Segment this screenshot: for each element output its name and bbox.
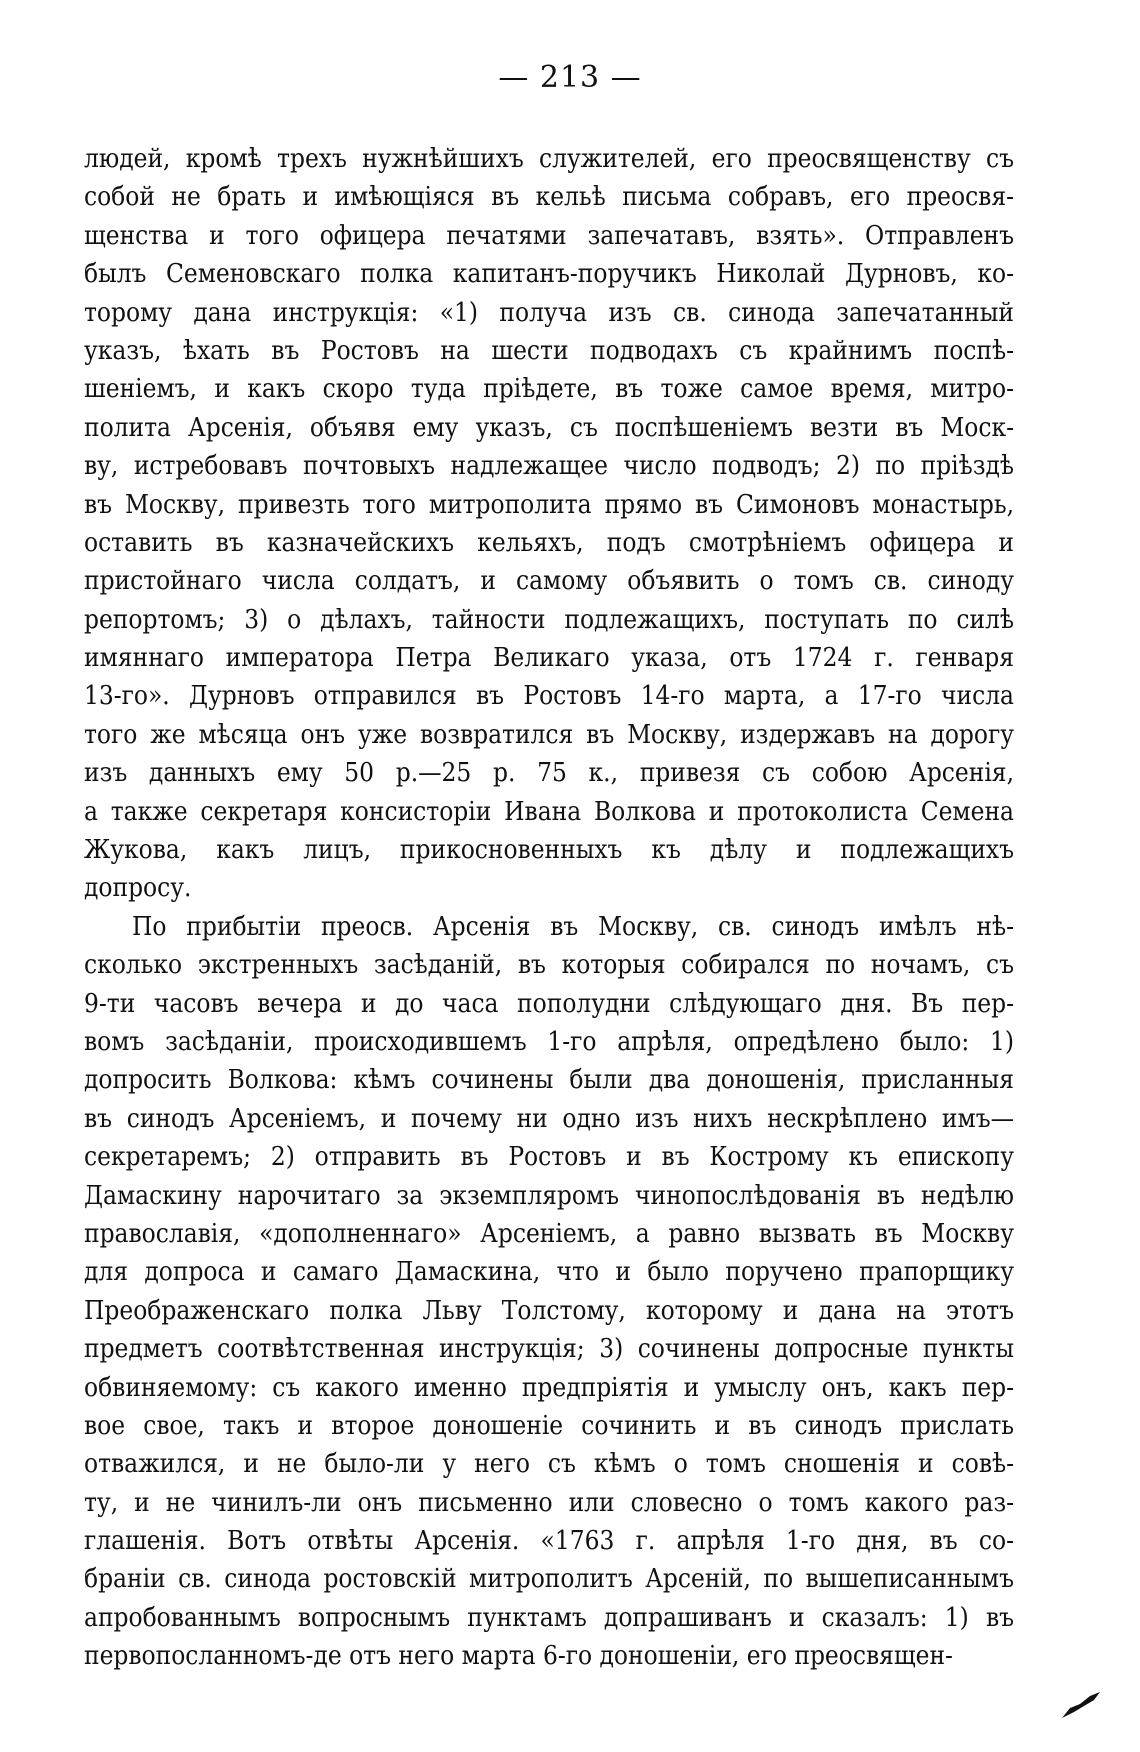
text-line: браніи св. синода ростовскій митрополитъ Арсеній, по вышеписаннымъ [84, 1564, 1014, 1595]
text-line: указъ, ѣхать въ Ростовъ на шести подводахъ съ крайнимъ поспѣ- [84, 335, 1014, 366]
text-line: полита Арсенія, объявя ему указъ, съ поспѣшеніемъ везти въ Моск- [84, 412, 1014, 443]
text-line: того же мѣсяца онъ уже возвратился въ Москву, издержавъ на дорогу [84, 719, 1014, 750]
text-line: ту, и не чинилъ-ли онъ письменно или словесно о томъ какого раз- [84, 1487, 1014, 1518]
text-line: шеніемъ, и какъ скоро туда пріѣдете, въ тоже самое время, митро- [84, 374, 1014, 405]
text-line: допросу. [84, 873, 192, 904]
text-line: репортомъ; 3) о дѣлахъ, тайности подлежащихъ, поступать по силѣ [84, 604, 1014, 635]
text-line: православія, «дополненнаго» Арсеніемъ, а равно вызвать въ Москву [84, 1218, 1014, 1249]
text-line: предметъ соотвѣтственная инструкція; 3) сочинены допросные пункты [84, 1334, 1014, 1365]
text-line: оставить въ казначейскихъ кельяхъ, подъ смотрѣніемъ офицера и [84, 527, 1014, 558]
text-line: для допроса и самаго Дамаскина, что и было поручено прапорщику [84, 1257, 1014, 1288]
text-line: отважился, и не было-ли у него съ кѣмъ о томъ сношенія и совѣ- [84, 1449, 1014, 1480]
text-line: Преображенскаго полка Льву Толстому, которому и дана на этотъ [84, 1295, 1014, 1326]
text-line: вомъ засѣданіи, происходившемъ 1-го апрѣля, опредѣлено было: 1) [84, 1026, 1014, 1057]
text-line: апробованнымъ вопроснымъ пунктамъ допрашиванъ и сказалъ: 1) въ [84, 1602, 1014, 1633]
text-line: имяннаго императора Петра Великаго указа, отъ 1724 г. генваря [84, 643, 1014, 674]
text-line: торому дана инструкція: «1) получа изъ св. синода запечатанный [84, 297, 1014, 328]
page-number: — 213 — [498, 60, 642, 95]
text-line: глашенія. Вотъ отвѣты Арсенія. «1763 г. апрѣля 1-го дня, въ со- [84, 1526, 1014, 1557]
text-line: былъ Семеновскаго полка капитанъ-поручикъ Николай Дурновъ, ко- [84, 259, 1014, 290]
text-line: щенства и того офицера печатями запечатавъ, взять». Отправленъ [84, 220, 1014, 251]
text-line: а также секретаря консисторіи Ивана Волкова и протоколиста Семена [84, 796, 1014, 827]
text-line: 9-ти часовъ вечера и до часа пополудни слѣдующаго дня. Въ пер- [84, 988, 1014, 1019]
text-line: По прибытіи преосв. Арсенія въ Москву, св. синодъ имѣлъ нѣ- [132, 911, 1014, 942]
text-line: изъ данныхъ ему 50 р.—25 р. 75 к., привезя съ собою Арсенія, [84, 758, 1014, 789]
text-line: пристойнаго числа солдатъ, и самому объявить о томъ св. синоду [84, 566, 1014, 597]
text-line: вое свое, такъ и второе доношеніе сочинить и въ синодъ прислать [84, 1410, 1014, 1441]
text-line: обвиняемому: съ какого именно предпріятія и умыслу онъ, какъ пер- [84, 1372, 1014, 1403]
text-line: сколько экстренныхъ засѣданій, въ которыя собирался по ночамъ, съ [84, 950, 1014, 981]
body-text [84, 140, 1014, 1676]
text-line: 13-го». Дурновъ отправился въ Ростовъ 14-го марта, а 17-го числа [84, 681, 1014, 712]
text-line: секретаремъ; 2) отправить въ Ростовъ и въ Кострому къ епископу [84, 1142, 1014, 1173]
text-line: Жукова, какъ лицъ, прикосновенныхъ къ дѣлу и подлежащихъ [84, 835, 1014, 866]
ink-mark-icon [1060, 1690, 1102, 1720]
text-line: ву, истребовавъ почтовыхъ надлежащее число подводъ; 2) по пріѣздѣ [84, 451, 1014, 482]
text-line: людей, кромѣ трехъ нужнѣйшихъ служителей, его преосвященству съ [84, 144, 1014, 174]
text-line: въ синодъ Арсеніемъ, и почему ни одно изъ нихъ нескрѣплено имъ— [84, 1103, 1014, 1134]
text-line: въ Москву, привезть того митрополита прямо въ Симоновъ монастырь, [84, 489, 1014, 520]
text-line: собой не брать и имѣющіяся въ кельѣ письма собравъ, его преосвя- [84, 182, 1014, 213]
text-line: допросить Волкова: кѣмъ сочинены были два доношенія, присланныя [84, 1065, 1014, 1096]
text-line: первопосланномъ-де отъ него марта 6-го доношеніи, его преосвящен- [84, 1641, 953, 1672]
text-line: Дамаскину нарочитаго за экземпляромъ чинопослѣдованія въ недѣлю [84, 1180, 1014, 1211]
